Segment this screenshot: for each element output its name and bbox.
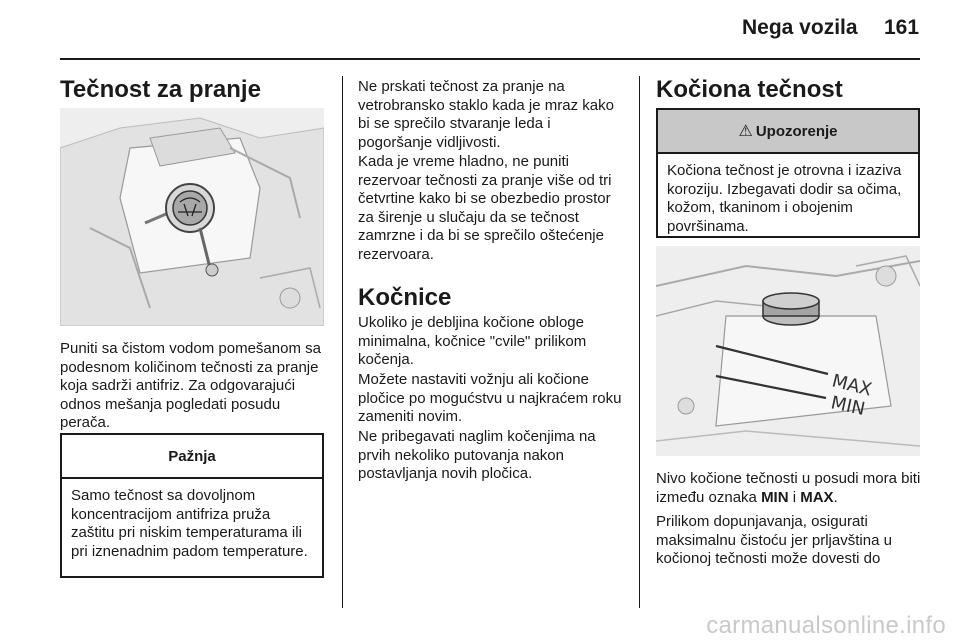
fluid-level-text-start: Nivo kočione tečnosti u posudi mora biti između oznaka bbox=[656, 470, 921, 506]
column-divider-left bbox=[342, 76, 343, 608]
topping-up-paragraph: Prilikom dopunjavanja, osigurati maksimalnu čistoću jer prljavština u kočionoj tečnosti može dovesti do bbox=[656, 513, 892, 568]
caution-notice-box bbox=[60, 433, 324, 578]
brake-pads-paragraph: Možete nastaviti vožnju ali kočione pločice po mogućstvu u najkraćem roku zameniti novim. bbox=[358, 371, 622, 426]
brake-fluid-heading: Kočiona tečnost bbox=[656, 76, 843, 103]
warning-body: Kočiona tečnost je otrovna i izaziva koroziju. Izbegavati dodir sa očima, kožom, tkaninom i obojenim površinama. bbox=[667, 162, 902, 235]
header-rule bbox=[60, 58, 920, 60]
cold-weather-paragraph: Kada je vreme hladno, ne puniti rezervoar tečnosti za pranje više od tri četvrtine kako bi se obezbedio prostor za širenje u slučaju da se tečnost zamrzne i da bi se sprečilo oštećenje rezervoara. bbox=[358, 153, 612, 263]
fluid-level-conjunction: i bbox=[788, 488, 801, 506]
fluid-level-paragraph bbox=[656, 470, 926, 507]
warning-triangle-icon: ⚠ bbox=[738, 123, 753, 140]
brake-fluid-reservoir-illustration bbox=[656, 246, 920, 456]
washer-reservoir-drawing bbox=[60, 108, 324, 326]
new-pads-paragraph: Ne pribegavati naglim kočenjima na prvih nekoliko putovanja nakon postavljanja novih pločica. bbox=[358, 428, 596, 483]
brake-lining-paragraph: Ukoliko je debljina kočione obloge minimalna, kočnice "cvile" prilikom kočenja. bbox=[358, 314, 587, 369]
washer-fill-paragraph: Puniti sa čistom vodom pomešanom sa podesnom količinom tečnosti za pranje koja sadrži antifriz. Za odgovarajući odnos mešanja pogledati posudu perača. bbox=[60, 340, 321, 432]
warning-box-header bbox=[658, 110, 918, 154]
watermark: carmanualsonline.info bbox=[706, 612, 946, 639]
max-label: MAX bbox=[800, 488, 834, 506]
section-title: Nega vozila bbox=[742, 16, 858, 39]
column-divider-right bbox=[639, 76, 640, 608]
warning-box bbox=[656, 108, 920, 238]
washer-fluid-heading: Tečnost za pranje bbox=[60, 76, 261, 103]
washer-reservoir-illustration bbox=[60, 108, 324, 326]
min-mark-label: MIN bbox=[828, 392, 867, 421]
caution-notice-body: Samo tečnost sa dovoljnom koncentracijom antifriza pruža zaštitu pri niskim temperaturama ili pri iznenadnim padom temperature. bbox=[71, 487, 308, 560]
brakes-heading: Kočnice bbox=[358, 284, 452, 311]
page-number: 161 bbox=[884, 16, 920, 39]
brake-reservoir-drawing bbox=[656, 246, 920, 456]
caution-notice-title: Pažnja bbox=[62, 435, 322, 479]
warning-title: Upozorenje bbox=[755, 122, 838, 140]
fluid-level-end: . bbox=[833, 488, 838, 506]
max-mark-label: MAX bbox=[829, 370, 874, 401]
frost-spray-paragraph: Ne prskati tečnost za pranje na vetrobransko staklo kada je mraz kako bi se sprečilo stvaranje leda i pogoršanje vidljivosti. bbox=[358, 78, 614, 151]
min-label: MIN bbox=[761, 488, 789, 506]
